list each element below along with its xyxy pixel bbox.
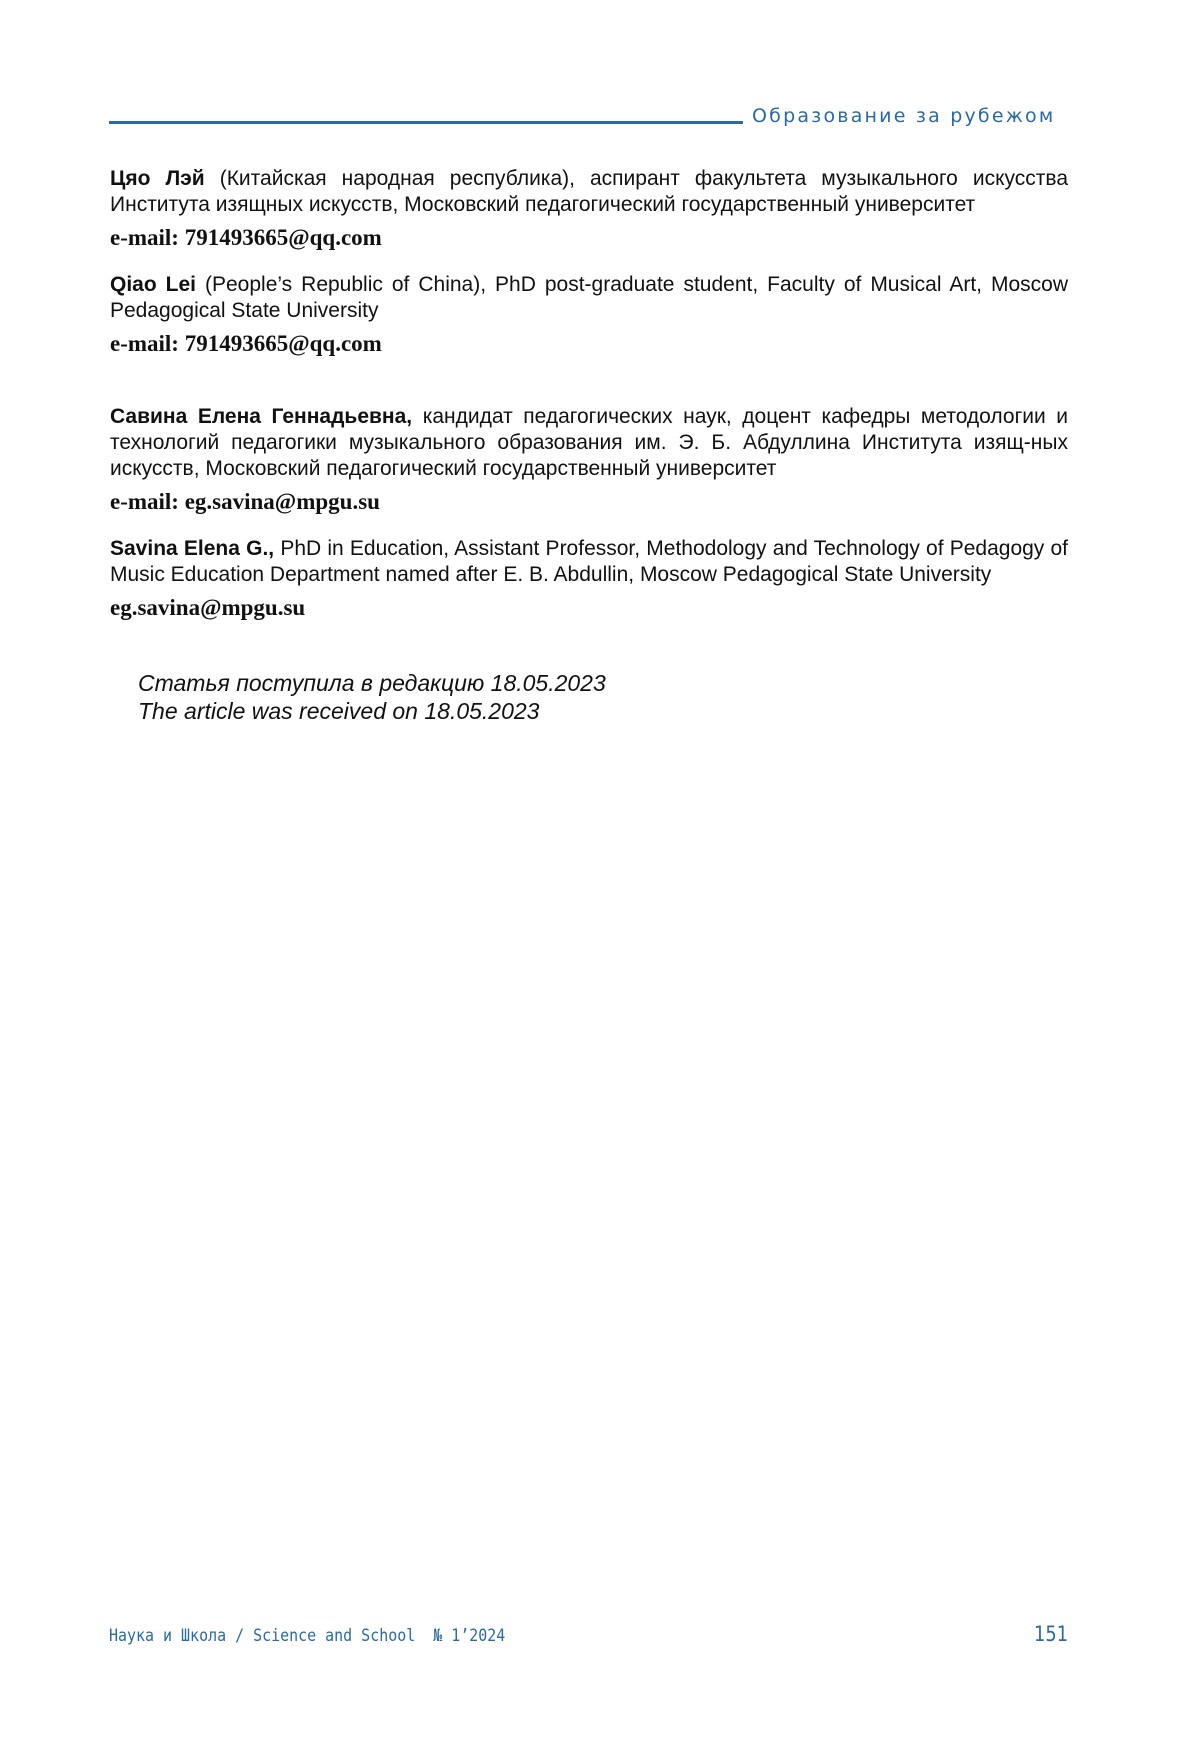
- author-2-ru-bio-text: кандидат педагогических наук, доцент кафедры методологии и технологий педагогики музыкального образования им. Э. Б. Абдуллина Института изящ-ных искусств, Московский педагогический государственный университет: [110, 405, 1068, 480]
- author-info: [110, 166, 1068, 622]
- author-1-ru-bio-text: (Китайская народная республика), аспирант факультета музыкального искусства Института изящных искусств, Московский педагогический государственный университет: [110, 167, 1069, 216]
- received-note: [138, 669, 606, 725]
- author-2-ru-name: Савина Елена Геннадьевна,: [110, 405, 413, 428]
- header-rule: [109, 121, 743, 124]
- author-1-ru-bio: [110, 166, 1068, 218]
- author-2-ru-email: e-mail: eg.savina@mpgu.su: [110, 489, 380, 514]
- author-2-en-name: Savina Elena G.,: [110, 537, 275, 560]
- author-2-en-bio: [110, 536, 1068, 588]
- footer-journal: Наука и Школа / Science and School № 1’2024: [109, 1626, 506, 1646]
- author-1-ru-name: Цяо Лэй: [110, 167, 205, 190]
- page-number: 151: [1034, 1622, 1069, 1646]
- author-2-ru-bio: [110, 404, 1068, 482]
- author-1-en-bio-text: (People’s Republic of China), PhD post-graduate student, Faculty of Musical Art, Moscow Pedagogical State University: [110, 273, 1068, 322]
- author-1-ru-email: e-mail: 791493665@qq.com: [110, 225, 382, 250]
- author-1-en-email: e-mail: 791493665@qq.com: [110, 331, 382, 356]
- received-en: The article was received on 18.05.2023: [138, 698, 540, 724]
- author-1-en-bio: [110, 272, 1068, 324]
- author-2-en-bio-text: PhD in Education, Assistant Professor, Methodology and Technology of Pedagogy of Music Education Department named after E. B. Abdullin, Moscow Pedagogical State University: [110, 537, 1069, 586]
- received-ru: Статья поступила в редакцию 18.05.2023: [138, 670, 606, 696]
- author-1-en-name: Qiao Lei: [110, 273, 197, 296]
- author-2-en-email: eg.savina@mpgu.su: [110, 595, 306, 620]
- section-title: Образование за рубежом: [752, 105, 1056, 127]
